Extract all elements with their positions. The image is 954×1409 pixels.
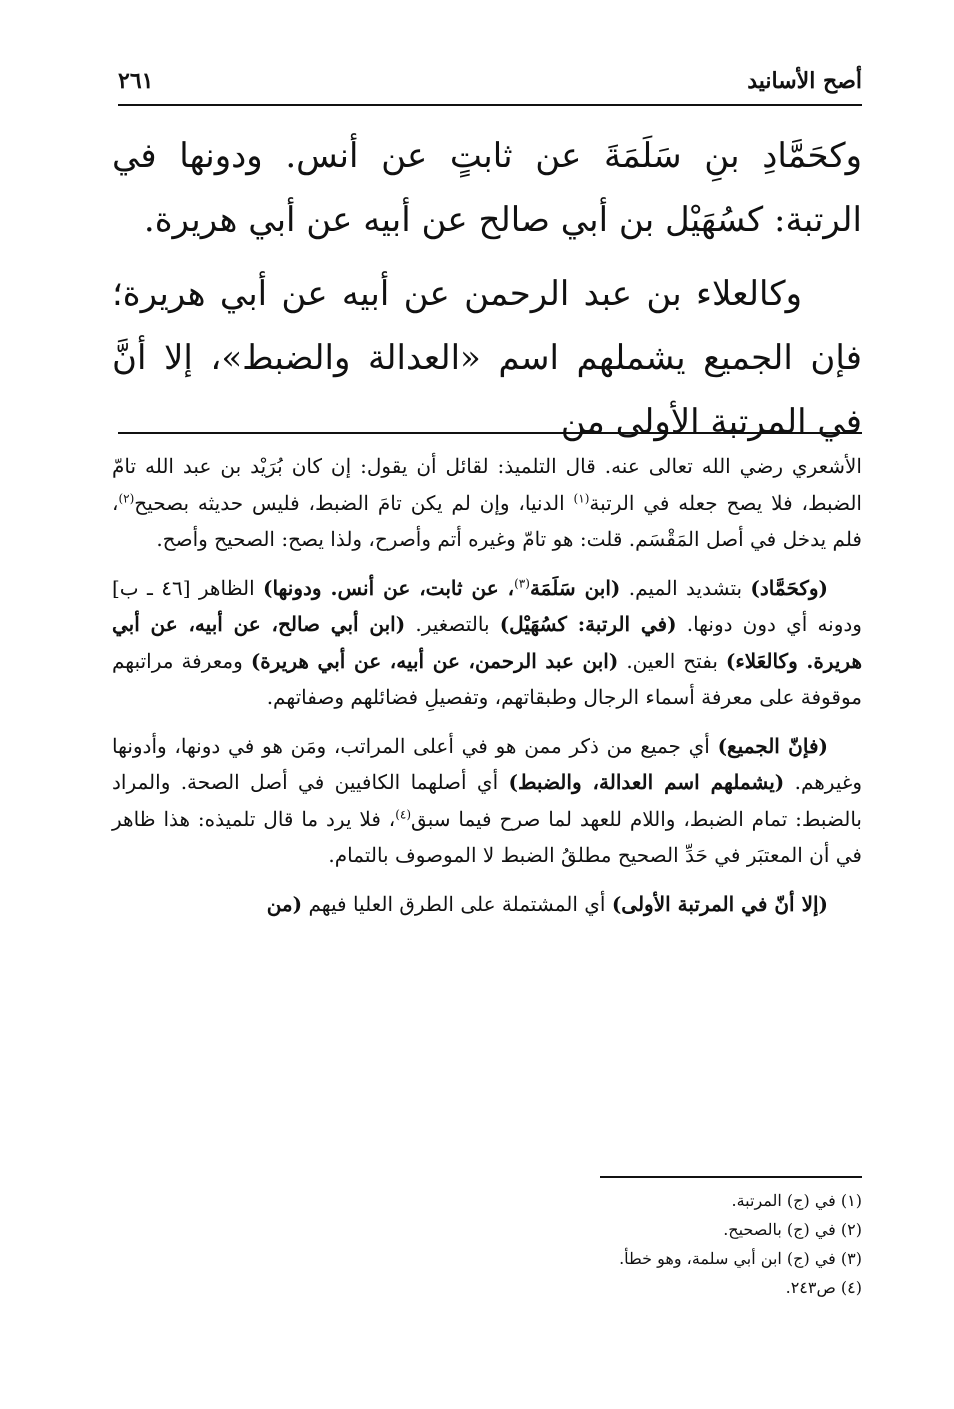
footnote-1: (١) في (ج) المرتبة. — [731, 1191, 862, 1210]
footnote-3: (٣) في (ج) ابن أبي سلمة، وهو خطأ. — [619, 1249, 862, 1268]
footnote-ref-4: (٤) — [395, 806, 412, 821]
footnote-2: (٢) في (ج) بالصحيح. — [723, 1220, 862, 1239]
page-number: ٢٦١ — [118, 68, 154, 94]
footnotes — [300, 1186, 862, 1302]
commentary-paragraph-3: (فإنّ الجميع) أي جميع من ذكر ممن هو في أعلى المراتب، ومَن هو في دونها، وأدونها وغيرهم. (يشملهم اسم العدالة، والضبط) أي أصلهما الكافيين في أصل الصحة. والمراد بالضبط: تمام الضبط، واللام للعهد لما صرح فيما سبق$^{(٤)}$، فلا يرد ما قال تلميذه: هذا ظاهر في أن المعتبَر في حَدِّ الصحيح مطلقُ الضبط لا الموصوف بالتمام. — [112, 733, 862, 867]
running-title: أصح الأسانيد — [747, 68, 862, 94]
page-header — [118, 64, 862, 98]
matn-commentary-divider — [118, 432, 862, 434]
matn-paragraph-1: وكحَمَّادِ بنِ سَلَمَةَ عن ثابتٍ عن أنس. ودونها في الرتبة: كسُهَيْل بن أبي صالح عن أبيه عن أبي هريرة. — [112, 136, 862, 240]
header-divider — [118, 104, 862, 106]
commentary-paragraph-4: (إلا أنّ في المرتبة الأولى) أي المشتملة على الطرق العليا فيهم (من — [266, 891, 828, 916]
footnote-ref-3: (٣) — [514, 575, 530, 590]
footnotes-divider — [600, 1176, 862, 1178]
commentary-text — [112, 448, 862, 934]
matn-text — [112, 124, 862, 464]
commentary-paragraph-1: الأشعري رضي الله تعالى عنه. قال التلميذ: لقائل أن يقول: إن كان بُرَيْد بن عبد الله تامّ الضبط، فلا يصح جعله في الرتبة$^{(١)}$ الدنيا، وإن لم يكن تامَ الضبط، فليس حديثه بصحيح$^{(٢)}$، فلم يدخل في أصل المَقْسَم. قلت: هو تامّ وغيره أتم وأصرح، ولذا يصح: الصحيح وأصح. — [112, 454, 862, 551]
matn-paragraph-2: وكالعلاء بن عبد الرحمن عن أبيه عن أبي هريرة؛ فإن الجميع يشملهم اسم «العدالة والضبط»، إلا أنَّ في المرتبة الأولى من — [112, 274, 862, 442]
footnote-ref-1: (١) — [573, 490, 590, 505]
footnote-ref-2: (٢) — [118, 490, 135, 505]
footnote-4: (٤) ص٢٤٣. — [785, 1278, 862, 1297]
commentary-paragraph-2: (وكحَمَّاد) بتشديد الميم. (ابن سَلَمَة$^{(٣)}$، عن ثابت، عن أنس. ودونها) الظاهر [٤٦ ـ ب] ودونه أي دون دونها. (في الرتبة: كسُهَيْل) بالتصغير. (ابن أبي صالح، عن أبيه، عن أبي هريرة. وكالعَلاء) بفتح العين. (ابن عبد الرحمن، عن أبيه، عن أبي هريرة) ومعرفة مراتبهم موقوفة على معرفة أسماء الرجال وطبقاتهم، وتفصيلِ فضائلهم وصفاتهم. — [112, 575, 862, 709]
